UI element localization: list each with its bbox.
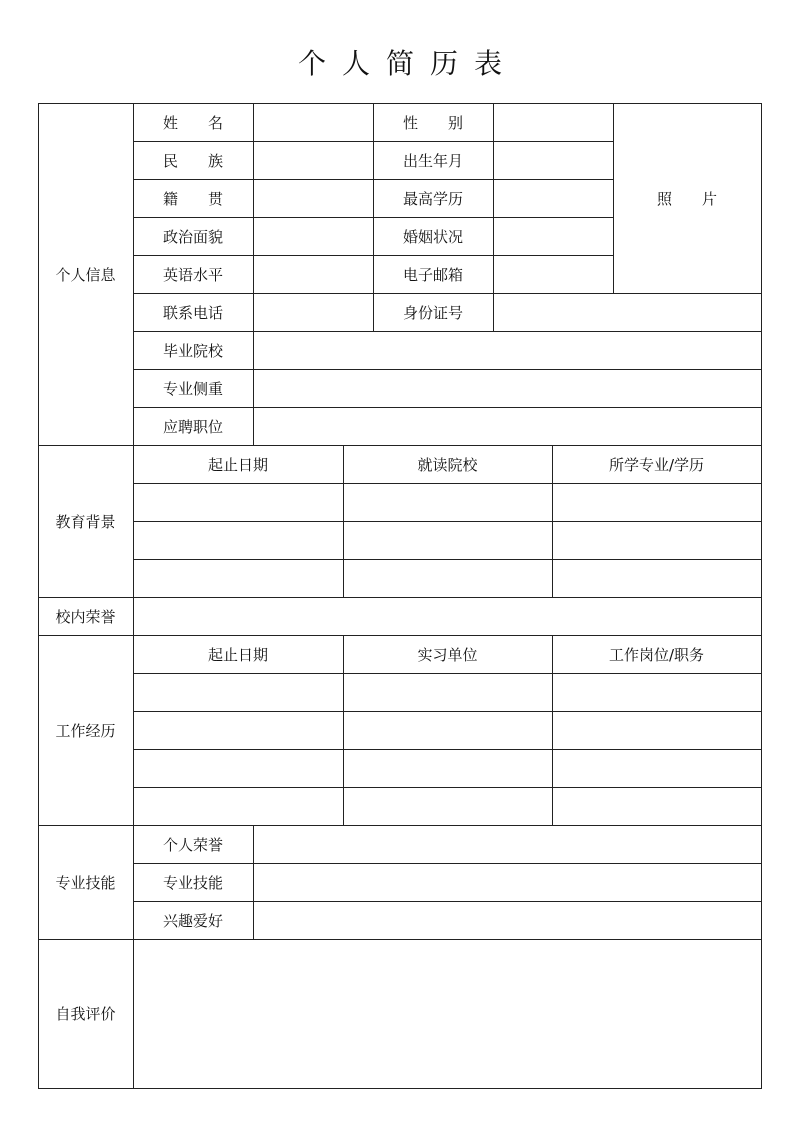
position-field[interactable] <box>254 408 761 445</box>
border-bottom <box>38 1088 762 1089</box>
border-right <box>761 103 762 1089</box>
phone-field[interactable] <box>254 294 373 331</box>
section-label-work: 工作经历 <box>55 721 116 740</box>
label-skills: 专业技能 <box>162 873 223 892</box>
english-level-field[interactable] <box>254 256 373 293</box>
label-major-focus: 专业侧重 <box>162 379 223 398</box>
label-education-level: 最高学历 <box>402 189 463 208</box>
work-header-company: 实习单位 <box>417 645 478 664</box>
section-label-skills: 专业技能 <box>55 873 116 892</box>
major-focus-field[interactable] <box>254 370 761 407</box>
page-title: 个人简历表 <box>297 47 518 80</box>
label-phone: 联系电话 <box>162 303 223 322</box>
work-header-dates: 起止日期 <box>207 645 268 664</box>
edu-header-school: 就读院校 <box>417 455 478 474</box>
gender-field[interactable] <box>494 104 613 141</box>
honors-field[interactable] <box>134 598 761 635</box>
label-id-number: 身份证号 <box>402 303 463 322</box>
row-line <box>133 711 762 712</box>
section-label-personal: 个人信息 <box>55 265 116 284</box>
row-line <box>133 749 762 750</box>
edu-header-dates: 起止日期 <box>207 455 268 474</box>
col-line <box>253 825 254 940</box>
row-line <box>133 673 762 674</box>
birth-field[interactable] <box>494 142 613 179</box>
section-label-self-eval: 自我评价 <box>55 1005 116 1023</box>
label-personal-honors: 个人荣誉 <box>162 835 223 854</box>
label-school: 毕业院校 <box>162 341 223 360</box>
label-birth: 出生年月 <box>402 151 463 170</box>
label-ethnicity: 民 族 <box>162 151 223 170</box>
self-eval-field[interactable] <box>134 940 761 1088</box>
label-english-level: 英语水平 <box>162 265 223 284</box>
label-name: 姓 名 <box>162 113 223 132</box>
native-place-field[interactable] <box>254 180 373 217</box>
email-field[interactable] <box>494 256 613 293</box>
row-line <box>133 559 762 560</box>
marital-field[interactable] <box>494 218 613 255</box>
photo-box-label: 照 片 <box>656 189 717 208</box>
row-line <box>133 787 762 788</box>
label-gender: 性 别 <box>402 113 463 132</box>
school-field[interactable] <box>254 332 761 369</box>
name-field[interactable] <box>254 104 373 141</box>
edu-header-major: 所学专业/学历 <box>608 455 705 474</box>
section-label-education: 教育背景 <box>55 512 116 531</box>
row-line <box>133 521 762 522</box>
work-header-role: 工作岗位/职务 <box>608 645 705 664</box>
label-native-place: 籍 贯 <box>162 189 223 208</box>
education-level-field[interactable] <box>494 180 613 217</box>
label-political-status: 政治面貌 <box>162 227 223 246</box>
ethnicity-field[interactable] <box>254 142 373 179</box>
label-hobbies: 兴趣爱好 <box>162 911 223 930</box>
section-label-honors: 校内荣誉 <box>55 607 116 626</box>
label-marital: 婚姻状况 <box>402 227 463 246</box>
label-email: 电子邮箱 <box>402 265 463 284</box>
political-status-field[interactable] <box>254 218 373 255</box>
id-number-field[interactable] <box>494 294 761 331</box>
row-line <box>133 483 762 484</box>
label-position: 应聘职位 <box>162 417 223 436</box>
